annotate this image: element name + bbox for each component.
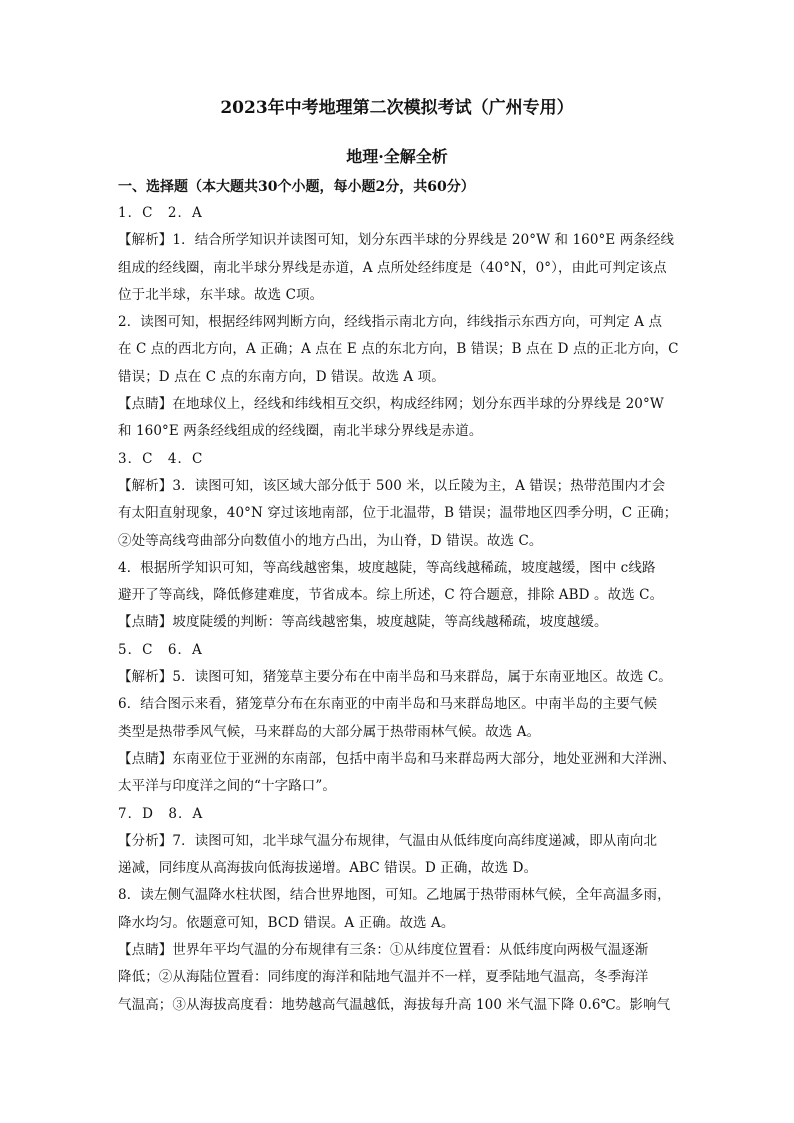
text-line: 在 C 点的西北方向，A 正确；A 点在 E 点的东北方向，B 错误；B 点在 D 点的正北方向，C — [118, 341, 679, 358]
text-line: 【解析】1．结合所学知识并读图可知，划分东西半球的分界线是 20°W 和 160°E 两条经线 — [118, 232, 675, 249]
text-line: 递减，同纬度从高海拔向低海拔递增。ABC 错误。D 正确，故选 D。 — [118, 860, 538, 877]
text-line: 2．读图可知，根据经纬网判断方向，经线指示南北方向，纬线指示东西方向，可判定 A 点 — [118, 314, 663, 331]
answer-line: 1．C 2．A — [118, 205, 203, 221]
text-line: 【点睛】世界年平均气温的分布规律有三条：①从纬度位置看：从低纬度向两极气温逐渐 — [118, 942, 649, 959]
text-line: ②处等高线弯曲部分向数值小的地方凸出，为山脊，D 错误。故选 C。 — [118, 532, 543, 549]
text-line: 4．根据所学知识可知，等高线越密集，坡度越陡，等高线越稀疏，坡度越缓，图中 c线路 — [118, 559, 656, 576]
text-line: 降低；②从海陆位置看：同纬度的海洋和陆地气温并不一样，夏季陆地气温高，冬季海洋 — [118, 969, 649, 986]
document-content — [118, 200, 679, 1019]
text-line: 位于北半球，东半球。故选 C项。 — [118, 286, 324, 303]
text-line: 8．读左侧气温降水柱状图，结合世界地图，可知。乙地属于热带雨林气候，全年高温多雨， — [118, 887, 671, 904]
text-line: 【分析】7．读图可知，北半球气温分布规律，气温由从低纬度向高纬度递减，即从南向北 — [118, 832, 658, 849]
text-line: 避开了等高线，降低修建难度，节省成本。综上所述，C 符合题意，排除 ABD 。故选 C。 — [118, 587, 664, 604]
text-line: 气温高；③从海拔高度看：地势越高气温越低，海拔每升高 100 米气温下降 0.6℃。影响气 — [118, 996, 671, 1013]
text-line: 【点睛】在地球仪上，经线和纬线相互交织，构成经纬网；划分东西半球的分界线是 20°W — [118, 396, 664, 413]
text-line: 【点睛】坡度陡缓的判断：等高线越密集，坡度越陡，等高线越稀疏，坡度越缓。 — [118, 614, 608, 631]
document-subtitle: 地理·全解全析 — [346, 147, 448, 166]
text-line: 【解析】5．读图可知，猪笼草主要分布在中南半岛和马来群岛，属于东南亚地区。故选 C。 — [118, 669, 672, 686]
answer-line: 7．D 8．A — [118, 805, 204, 822]
answer-line: 3．C 4．C — [118, 450, 204, 467]
text-line: 6．结合图示来看，猪笼草分布在东南亚的中南半岛和马来群岛地区。中南半岛的主要气候 — [118, 696, 658, 713]
text-line: 和 160°E 两条经线组成的经线圈，南北半球分界线是赤道。 — [118, 423, 483, 440]
text-line: 类型是热带季风气候，马来群岛的大部分属于热带雨林气候。故选 A。 — [118, 723, 541, 740]
answer-line: 5．C 6．A — [118, 641, 203, 658]
text-line: 有太阳直射现象，40°N 穿过该地南部，位于北温带，B 错误；温带地区四季分明，C 正确； — [118, 505, 678, 522]
text-line: 【解析】3．读图可知，该区域大部分低于 500 米，以丘陵为主，A 错误；热带范围内才会 — [118, 477, 666, 494]
text-line: 【点睛】东南亚位于亚洲的东南部，包括中南半岛和马来群岛两大部分，地处亚洲和大洋洲、 — [118, 750, 676, 767]
text-line: 降水均匀。依题意可知，BCD 错误。A 正确。故选 A。 — [118, 914, 455, 931]
document-title: 2023年中考地理第二次模拟考试（广州专用） — [220, 98, 574, 118]
text-line: 错误；D 点在 C 点的东南方向，D 错误。故选 A 项。 — [118, 368, 445, 385]
section-heading: 一、选择题（本大题共30个小题，每小题2分，共60分） — [118, 179, 475, 195]
text-line: 组成的经线圈，南北半球分界线是赤道，A 点所处经纬度是（40°N，0°），由此可判定该点 — [118, 259, 667, 276]
text-line: 太平洋与印度洋之间的“十字路口”。 — [118, 778, 337, 795]
